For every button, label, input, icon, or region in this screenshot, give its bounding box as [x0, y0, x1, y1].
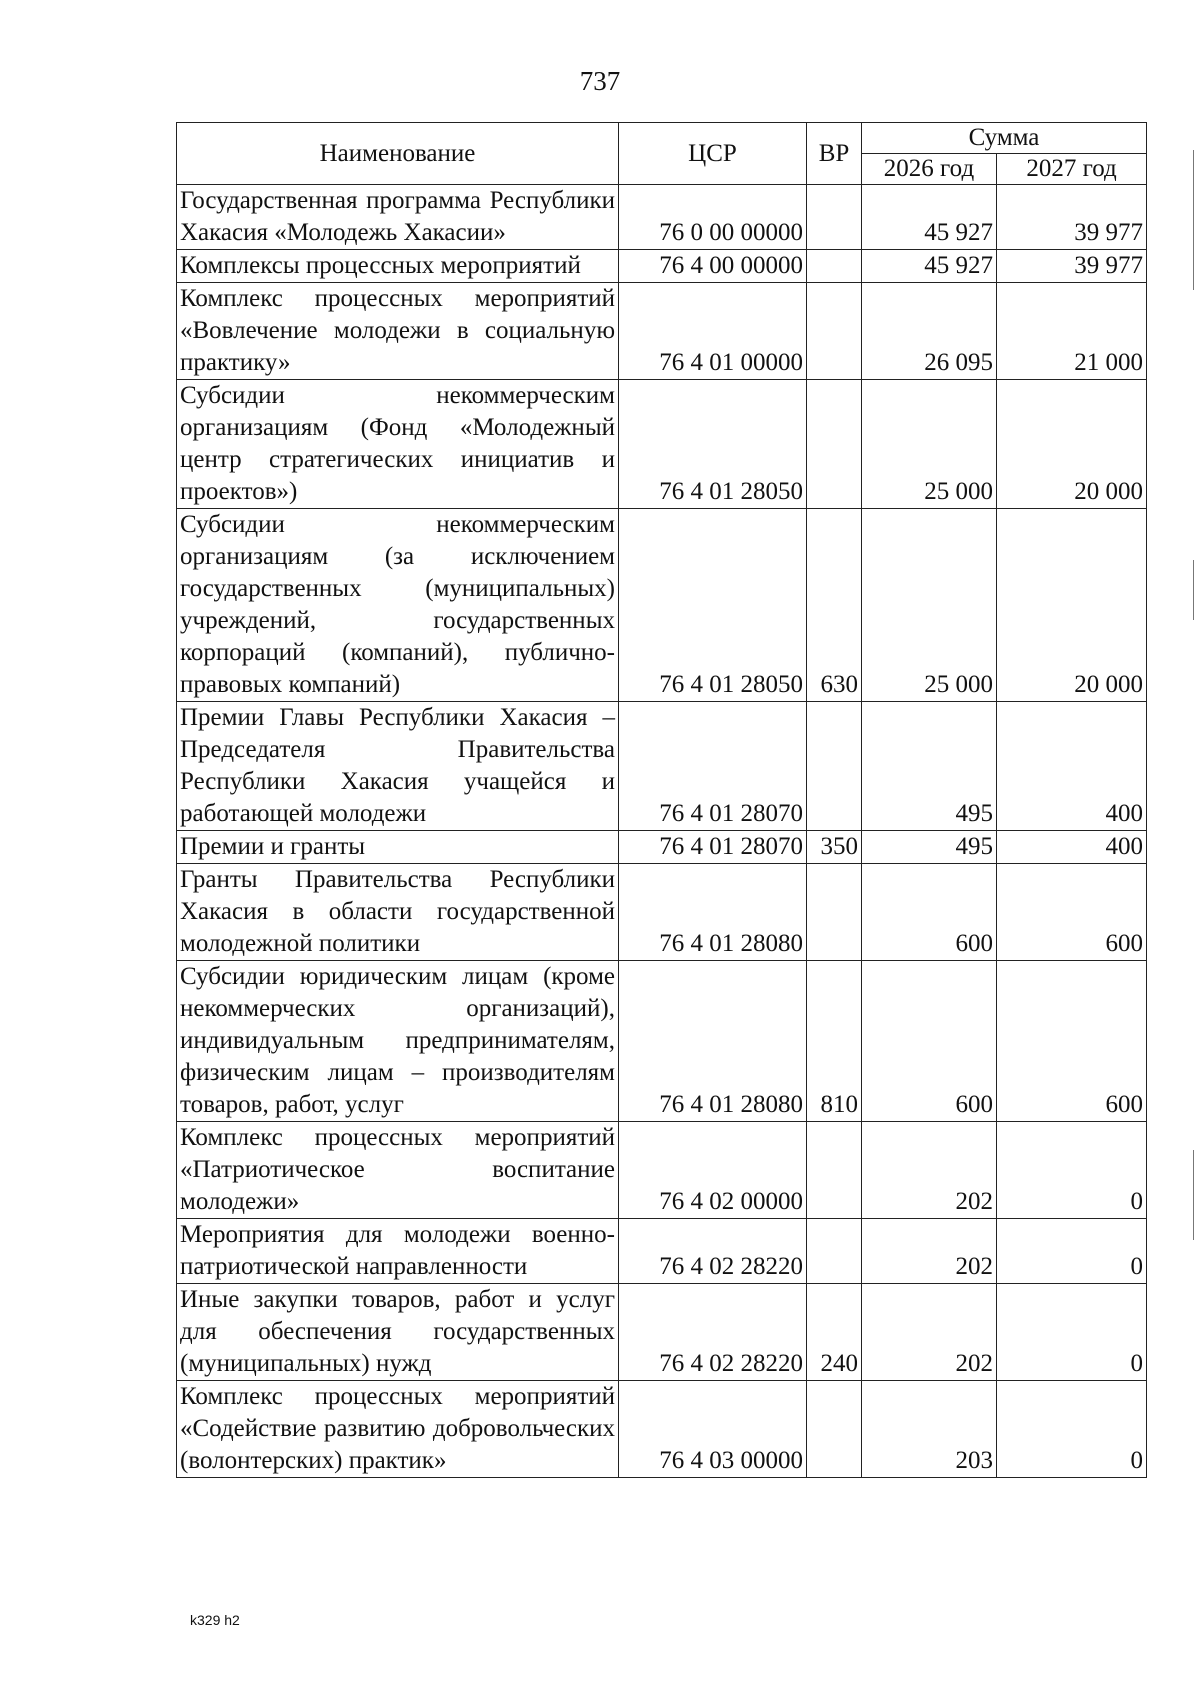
table-row — [177, 1284, 1147, 1381]
row-name: Гранты Правительства Республики Хакасия в области государственной молодежной политики — [177, 864, 619, 961]
row-sum-2027: 21 000 — [997, 283, 1147, 380]
row-sum-2026: 600 — [862, 864, 997, 961]
row-csr: 76 4 02 28220 — [619, 1284, 807, 1381]
row-name: Субсидии некоммерческим организациям (за исключением государственных (муниципальных) учреждений, государственных корпораций (компаний), публично-правовых компаний) — [177, 509, 619, 702]
header-sum: Сумма — [862, 123, 1147, 154]
row-sum-2027: 20 000 — [997, 509, 1147, 702]
footer-code: k329 h2 — [190, 1612, 240, 1628]
page-number: 737 — [579, 66, 621, 96]
row-sum-2026: 45 927 — [862, 250, 997, 283]
row-csr: 76 4 01 00000 — [619, 283, 807, 380]
row-sum-2027: 20 000 — [997, 380, 1147, 509]
table-row — [177, 509, 1147, 702]
table-row — [177, 283, 1147, 380]
row-vr — [807, 702, 862, 831]
row-sum-2027: 400 — [997, 702, 1147, 831]
table-row — [177, 831, 1147, 864]
row-sum-2026: 25 000 — [862, 380, 997, 509]
row-sum-2026: 600 — [862, 961, 997, 1122]
row-csr: 76 4 01 28070 — [619, 831, 807, 864]
scan-edge-mark — [1193, 560, 1194, 620]
header-vr: ВР — [807, 123, 862, 185]
table-body — [177, 185, 1147, 1478]
table-row — [177, 864, 1147, 961]
header-name: Наименование — [177, 123, 619, 185]
table-header-row — [177, 123, 1147, 154]
row-csr: 76 4 01 28070 — [619, 702, 807, 831]
scan-edge-mark — [1193, 150, 1194, 290]
row-sum-2027: 0 — [997, 1284, 1147, 1381]
row-vr: 240 — [807, 1284, 862, 1381]
row-sum-2026: 202 — [862, 1122, 997, 1219]
row-vr: 630 — [807, 509, 862, 702]
table-row — [177, 1219, 1147, 1284]
header-csr: ЦСР — [619, 123, 807, 185]
header-year-2027: 2027 год — [997, 154, 1147, 185]
row-sum-2027: 39 977 — [997, 185, 1147, 250]
table-row — [177, 185, 1147, 250]
row-sum-2027: 0 — [997, 1219, 1147, 1284]
row-sum-2027: 0 — [997, 1122, 1147, 1219]
row-name: Комплекс процессных мероприятий «Патриотическое воспитание молодежи» — [177, 1122, 619, 1219]
row-vr — [807, 380, 862, 509]
row-vr — [807, 185, 862, 250]
row-name: Иные закупки товаров, работ и услуг для обеспечения государственных (муниципальных) нужд — [177, 1284, 619, 1381]
row-sum-2026: 495 — [862, 831, 997, 864]
row-vr: 810 — [807, 961, 862, 1122]
row-name: Комплекс процессных мероприятий «Вовлечение молодежи в социальную практику» — [177, 283, 619, 380]
header-year-2026: 2026 год — [862, 154, 997, 185]
row-vr — [807, 1219, 862, 1284]
row-csr: 76 4 02 00000 — [619, 1122, 807, 1219]
row-vr — [807, 1122, 862, 1219]
row-name: Премии и гранты — [177, 831, 619, 864]
row-sum-2026: 202 — [862, 1284, 997, 1381]
row-name: Премии Главы Республики Хакасия – Председателя Правительства Республики Хакасия учащейся и работающей молодежи — [177, 702, 619, 831]
row-vr — [807, 250, 862, 283]
budget-table — [176, 122, 1147, 1478]
row-sum-2027: 400 — [997, 831, 1147, 864]
row-name: Комплекс процессных мероприятий «Содействие развитию добровольческих (волонтерских) практик» — [177, 1381, 619, 1478]
table-row — [177, 702, 1147, 831]
row-csr: 76 4 00 00000 — [619, 250, 807, 283]
row-vr — [807, 283, 862, 380]
row-sum-2027: 39 977 — [997, 250, 1147, 283]
row-name: Комплексы процессных мероприятий — [177, 250, 619, 283]
table-row — [177, 1122, 1147, 1219]
row-name: Субсидии юридическим лицам (кроме некоммерческих организаций), индивидуальным предпринимателям, физическим лицам – производителям товаров, работ, услуг — [177, 961, 619, 1122]
row-sum-2026: 26 095 — [862, 283, 997, 380]
row-vr: 350 — [807, 831, 862, 864]
row-csr: 76 4 01 28080 — [619, 864, 807, 961]
row-csr: 76 0 00 00000 — [619, 185, 807, 250]
table-row — [177, 380, 1147, 509]
row-sum-2027: 0 — [997, 1381, 1147, 1478]
table-row — [177, 961, 1147, 1122]
row-name: Субсидии некоммерческим организациям (Фонд «Молодежный центр стратегических инициатив и проектов») — [177, 380, 619, 509]
row-vr — [807, 1381, 862, 1478]
row-vr — [807, 864, 862, 961]
row-name: Мероприятия для молодежи военно-патриотической направленности — [177, 1219, 619, 1284]
row-sum-2026: 203 — [862, 1381, 997, 1478]
row-csr: 76 4 02 28220 — [619, 1219, 807, 1284]
row-csr: 76 4 01 28080 — [619, 961, 807, 1122]
row-csr: 76 4 01 28050 — [619, 509, 807, 702]
scan-edge-mark — [1193, 1150, 1194, 1240]
row-name: Государственная программа Республики Хакасия «Молодежь Хакасии» — [177, 185, 619, 250]
row-sum-2027: 600 — [997, 864, 1147, 961]
row-sum-2026: 495 — [862, 702, 997, 831]
row-sum-2026: 202 — [862, 1219, 997, 1284]
table-row — [177, 250, 1147, 283]
row-sum-2027: 600 — [997, 961, 1147, 1122]
row-sum-2026: 45 927 — [862, 185, 997, 250]
row-sum-2026: 25 000 — [862, 509, 997, 702]
row-csr: 76 4 01 28050 — [619, 380, 807, 509]
row-csr: 76 4 03 00000 — [619, 1381, 807, 1478]
table-row — [177, 1381, 1147, 1478]
